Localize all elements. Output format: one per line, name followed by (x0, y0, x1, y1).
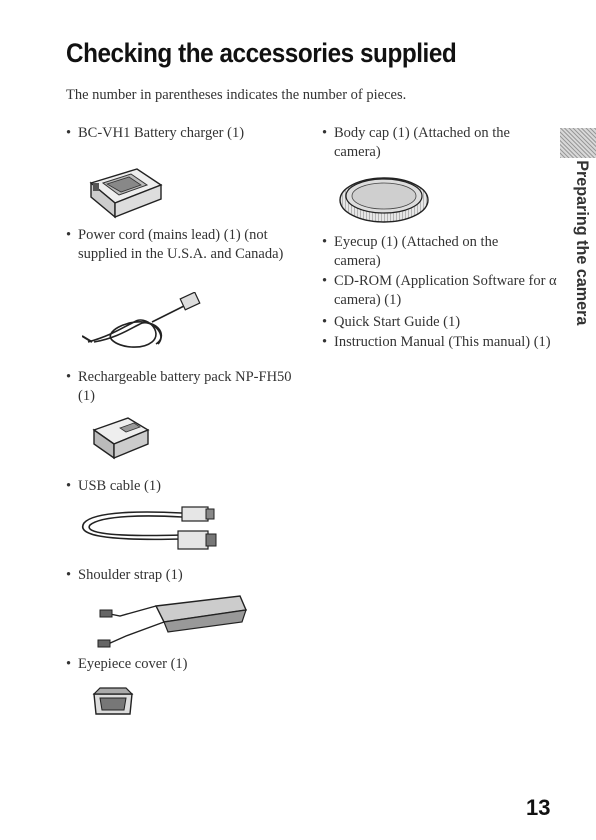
shoulder-strap-icon (90, 592, 252, 650)
list-item-body-cap: • Body cap (1) (Attached on the camera) (322, 124, 552, 162)
list-item-instruction-manual: • Instruction Manual (This manual) (1) (322, 333, 562, 352)
list-item-eyecup: • Eyecup (1) (Attached on the camera) (322, 233, 539, 271)
list-item-battery-charger: • BC-VH1 Battery charger (1) (66, 124, 313, 143)
side-tab-marker (560, 128, 596, 158)
page-number: 13 (526, 795, 551, 820)
page-subtitle: The number in parentheses indicates the number of pieces. (66, 87, 407, 103)
list-item-battery-pack: • Rechargeable battery pack NP-FH50 (1) (66, 368, 308, 406)
page-title: Checking the accessories supplied (66, 38, 457, 68)
battery-charger-icon (85, 163, 165, 219)
list-item-cd-rom: • CD-ROM (Application Software for α camera) (1) (322, 272, 562, 310)
body-cap-icon (336, 172, 432, 224)
usb-cable-icon (74, 501, 224, 559)
eyepiece-cover-icon (90, 682, 136, 722)
list-item-eyepiece-cover: • Eyepiece cover (1) (66, 655, 308, 674)
list-item-power-cord: • Power cord (mains lead) (1) (not supplied in the U.S.A. and Canada) (66, 226, 310, 264)
list-item-quick-start-guide: • Quick Start Guide (1) (322, 313, 562, 332)
list-item-shoulder-strap: • Shoulder strap (1) (66, 566, 308, 585)
side-tab-label: Preparing the camera (573, 160, 592, 326)
power-cord-icon (82, 292, 208, 354)
list-item-usb-cable: • USB cable (1) (66, 477, 308, 496)
battery-pack-icon (90, 414, 152, 462)
